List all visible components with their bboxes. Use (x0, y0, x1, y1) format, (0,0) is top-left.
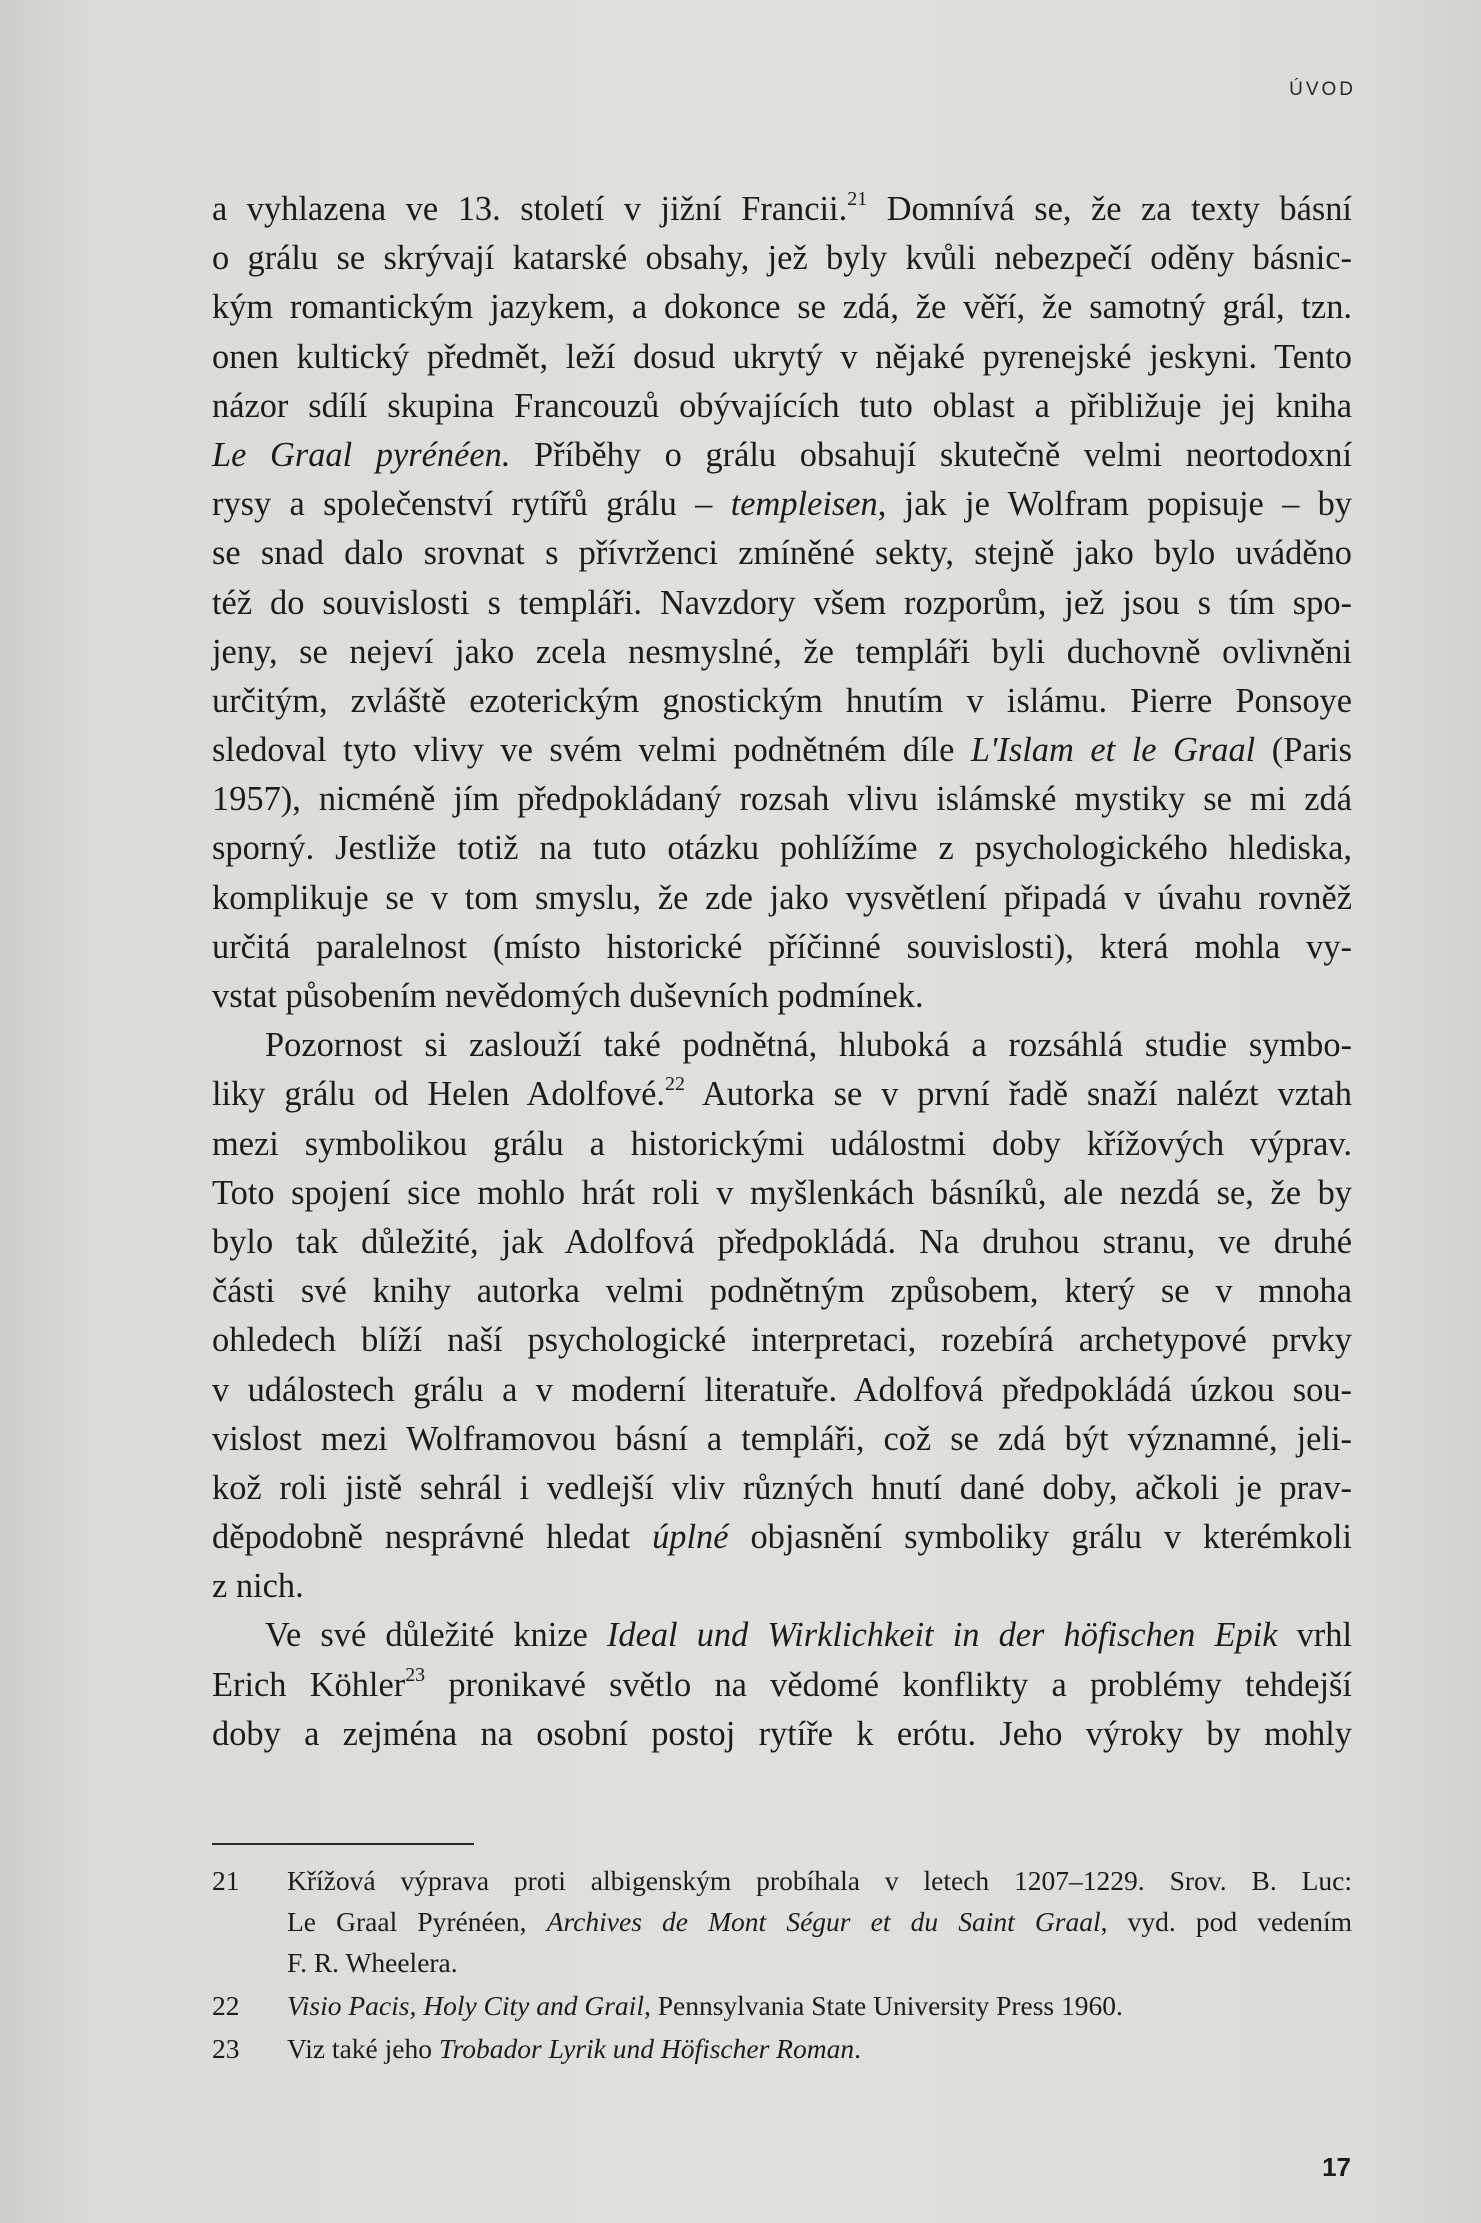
footnote-line: F. R. Wheelera. (287, 1947, 458, 1978)
footnote-ref: 21 (847, 188, 868, 211)
text-line: kož roli jistě sehrál i vedlejší vliv různých hnutí dané doby, ačkoli je prav- (212, 1468, 1352, 1507)
text-line: liky grálu od Helen Adolfové.$^{22}$ Autorka se v první řadě snaží nalézt vztah (212, 1073, 1352, 1114)
text-line: sledoval tyto vlivy ve svém velmi podnětném díle L'Islam et le Graal (Paris (212, 731, 1352, 770)
footnote-text (287, 1860, 1352, 1983)
italic-title: Visio Pacis, Holy City and Grail (287, 1990, 644, 2021)
footnote (212, 2028, 1352, 2069)
italic-title: Le Graal pyrénéen. (212, 435, 511, 474)
text-line: rysy a společenství rytířů grálu – templeisen, jak je Wolfram popisuje – by (212, 485, 1352, 524)
text-line: určitá paralelnost (místo historické příčinné souvislosti), která mohla vy- (212, 927, 1352, 966)
footnote-line: Viz také jeho Trobador Lyrik und Höfischer Roman. (287, 2033, 861, 2064)
text-line: vstat působením nevědomých duševních podmínek. (212, 977, 924, 1015)
italic-title: úplné (652, 1518, 729, 1557)
text-line: určitým, zvláště ezoterickým gnostickým hnutím v islámu. Pierre Ponsoye (212, 681, 1352, 720)
footnote-rule (212, 1843, 474, 1845)
text-line: bylo tak důležité, jak Adolfová předpokládá. Na druhou stranu, ve druhé (212, 1222, 1352, 1261)
text-line: onen kultický předmět, leží dosud ukrytý v nějaké pyrenejské jeskyni. Tento (212, 337, 1352, 376)
text-line: části své knihy autorka velmi podnětným způsobem, který se v mnoha (212, 1272, 1352, 1311)
text-line: Erich Köhler$^{23}$ pronikavé světlo na vědomé konflikty a problémy tehdejší (212, 1663, 1352, 1704)
footnote-line: Visio Pacis, Holy City and Grail, Pennsylvania State University Press 1960. (287, 1990, 1123, 2021)
text-line: sporný. Jestliže totiž na tuto otázku pohlížíme z psychologického hlediska, (212, 829, 1352, 868)
text-line: mezi symbolikou grálu a historickými událostmi doby křížových výprav. (212, 1124, 1352, 1163)
text-line: Toto spojení sice mohlo hrát roli v myšlenkách básníků, ale nezdá se, že by (212, 1173, 1352, 1212)
text-line: kým romantickým jazykem, a dokonce se zdá, že věří, že samotný grál, tzn. (212, 288, 1352, 327)
running-head: ÚVOD (1289, 79, 1356, 100)
text-line: v událostech grálu a v moderní literatuře. Adolfová předpokládá úzkou sou- (212, 1370, 1352, 1409)
italic-title: templeisen (730, 485, 878, 524)
footnote-ref: 23 (405, 1663, 426, 1686)
body-text (212, 185, 1352, 1759)
text-line: z nich. (212, 1567, 304, 1606)
footnote-number: 21 (212, 1865, 240, 1896)
footnote (212, 1860, 1352, 1983)
text-line: ohledech blíží naší psychologické interpretaci, rozebírá archetypové prvky (212, 1321, 1352, 1360)
footnote-line: Le Graal Pyrénéen, Archives de Mont Ségur et du Saint Graal, vyd. pod vedením (287, 1906, 1352, 1937)
text-line: komplikuje se v tom smyslu, že zde jako vysvětlení připadá v úvahu rovněž (212, 878, 1352, 917)
footnote-number: 23 (212, 2033, 240, 2064)
text-line: a vyhlazena ve 13. století v jižní Francii.$^{21}$ Domnívá se, že za texty básní (212, 188, 1352, 228)
text-line: Ve své důležité knize Ideal und Wirklichkeit in der höfischen Epik vrhl (265, 1616, 1353, 1655)
text-line: o grálu se skrývají katarské obsahy, jež byly kvůli nebezpečí oděny básnic- (212, 239, 1352, 278)
text-line: jeny, se nejeví jako zcela nesmyslné, že templáři byli duchovně ovlivněni (212, 632, 1352, 671)
italic-title: L'Islam et le Graal (970, 731, 1256, 770)
text-line: Pozornost si zaslouží také podnětná, hluboká a rozsáhlá studie symbo- (265, 1026, 1352, 1065)
text-line: Le Graal pyrénéen. Příběhy o grálu obsahují skutečně velmi neortodoxní (212, 435, 1353, 474)
text-line: názor sdílí skupina Francouzů obývajících tuto oblast a přibližuje jej kniha (212, 386, 1352, 425)
footnote-line: Křížová výprava proti albigenským probíhala v letech 1207–1229. Srov. B. Luc: (287, 1865, 1352, 1896)
text-line: se snad dalo srovnat s přívrženci zmíněné sekty, stejně jako bylo uváděno (212, 534, 1352, 573)
text-line: vislost mezi Wolframovou básní a templáři, což se zdá být významné, jeli- (212, 1419, 1352, 1458)
footnote (212, 1985, 1352, 2026)
italic-title: Ideal und Wirklichkeit in der höfischen Epik (606, 1616, 1278, 1655)
footnote-text (287, 2028, 1352, 2069)
text-line: děpodobně nesprávné hledat úplné objasnění symboliky grálu v kterémkoli (212, 1518, 1352, 1557)
text-line: doby a zejména na osobní postoj rytíře k erótu. Jeho výroky by mohly (212, 1714, 1352, 1753)
text-line: 1957), nicméně jím předpokládaný rozsah vlivu islámské mystiky se mi zdá (212, 780, 1352, 819)
footnotes (212, 1860, 1352, 2071)
page-number: 17 (1322, 2152, 1351, 2182)
italic-title: Archives de Mont Ségur et du Saint Graal (546, 1906, 1101, 1937)
footnote-text (287, 1985, 1352, 2026)
footnote-number: 22 (212, 1990, 240, 2021)
text-line: též do souvislosti s templáři. Navzdory všem rozporům, jež jsou s tím spo- (212, 583, 1352, 622)
footnote-ref: 22 (664, 1073, 685, 1096)
italic-title: Trobador Lyrik und Höfischer Roman (438, 2033, 855, 2064)
